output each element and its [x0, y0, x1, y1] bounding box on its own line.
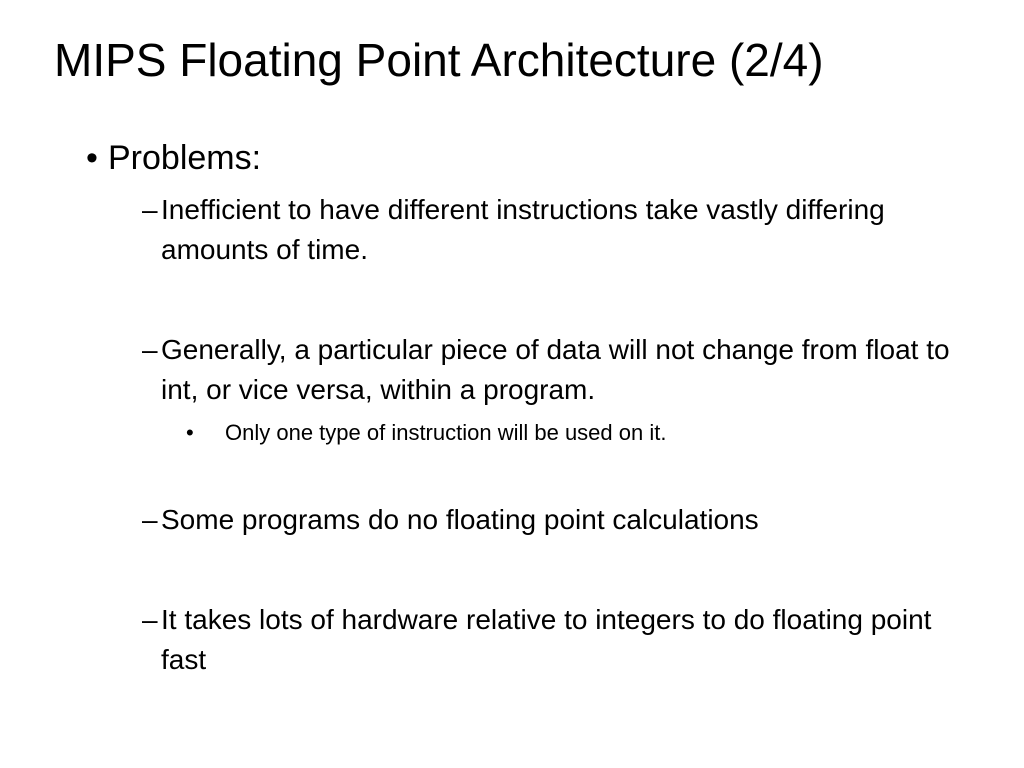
sub-point	[142, 600, 962, 680]
sub-point	[142, 330, 962, 410]
sub-sub-point-text: Only one type of instruction will be used on it.	[225, 420, 667, 445]
sub-point-text: Some programs do no floating point calculations	[161, 504, 759, 535]
dash-icon: –	[142, 334, 158, 365]
dash-icon: –	[142, 194, 158, 225]
main-bullet	[86, 136, 261, 180]
sub-point-text: Generally, a particular piece of data will not change from float to int, or vice versa, within a program.	[161, 334, 950, 405]
slide-title: MIPS Floating Point Architecture (2/4)	[54, 34, 824, 86]
main-bullet-text: Problems:	[108, 139, 262, 177]
sub-sub-point	[186, 418, 946, 448]
bullet-icon: •	[86, 139, 98, 177]
bullet-icon: •	[186, 420, 194, 445]
dash-icon: –	[142, 604, 158, 635]
sub-point-text: Inefficient to have different instructions take vastly differing amounts of time.	[161, 194, 885, 265]
sub-point-text: It takes lots of hardware relative to integers to do floating point fast	[161, 604, 932, 675]
sub-point	[142, 190, 962, 270]
sub-point	[142, 500, 962, 540]
dash-icon: –	[142, 504, 158, 535]
